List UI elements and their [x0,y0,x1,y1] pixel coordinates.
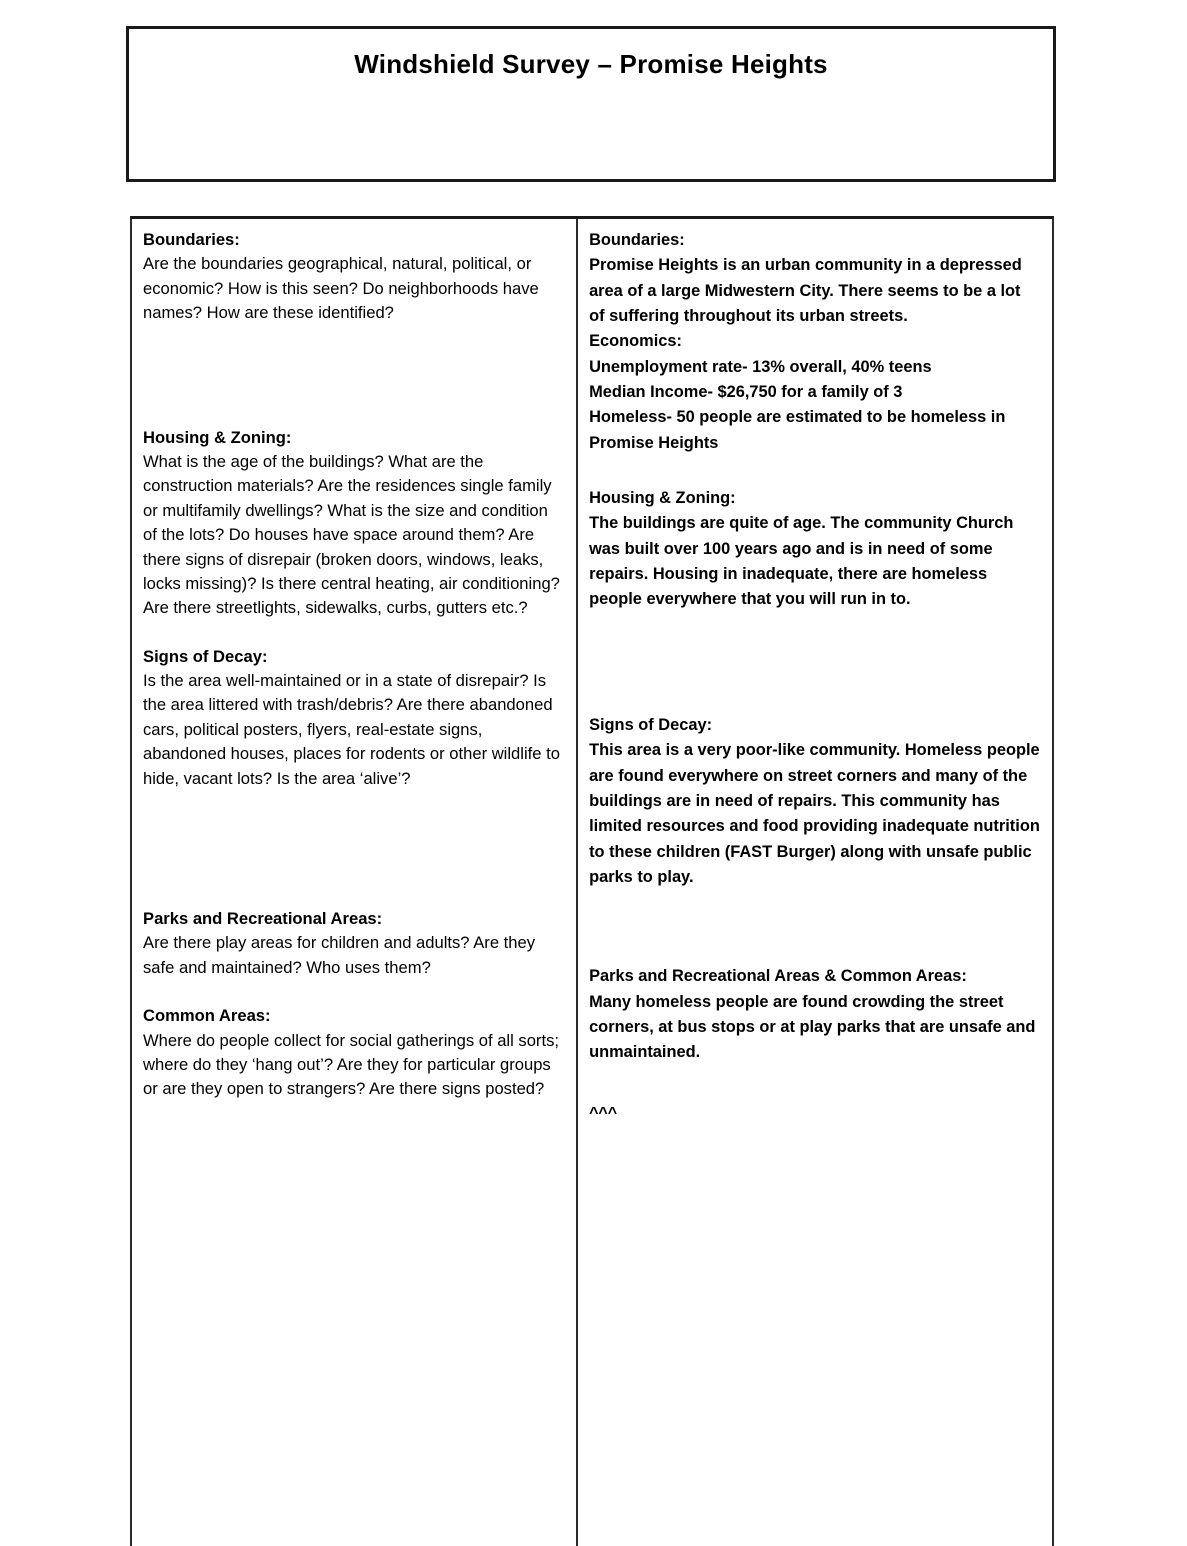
section-body: Promise Heights is an urban community in a depressed area of a large Midwestern City. There seems to be a lot of suffering throughout its urban streets. [589,256,1022,326]
section-heading: Common Areas: [143,1006,271,1026]
section-body: Are there play areas for children and adults? Are they safe and maintained? Who uses them? [143,933,536,977]
section-parks-recreational-prompt [143,907,564,980]
section-parks-common-areas-response [589,964,1040,1065]
spacer [143,980,564,1004]
table-cell-responses [578,219,1052,1546]
section-housing-zoning-response [589,486,1040,613]
section-body: Where do people collect for social gatherings of all sorts; where do they ‘hang out’? Are they for particular groups or are they open to strangers? Are there signs posted? [143,1030,559,1099]
section-heading: Boundaries: [589,231,685,249]
spacer [589,1066,1040,1102]
caret-annotation: ^^^ [589,1104,618,1122]
section-body: Many homeless people are found crowding the street corners, at bus stops or at play parks that are unsafe and unmaintained. [589,992,1036,1062]
spacer [143,326,564,426]
spacer [589,890,1040,964]
section-heading: Housing & Zoning: [143,427,292,447]
spacer [143,621,564,645]
title-box [126,26,1056,182]
section-heading: Parks and Recreational Areas: [143,909,383,929]
page-title: Windshield Survey – Promise Heights [354,49,828,79]
spacer [143,791,564,907]
section-heading: Economics: [589,332,682,351]
section-body: This area is a very poor-like community. Homeless people are found everywhere on street corners and many of the buildings are in need of repairs. This community has limited resources and food providing inadequate nutrition to these children (FAST Burger) along with unsafe public parks to play. [589,741,1040,886]
section-body: Are the boundaries geographical, natural, political, or economic? How is this seen? Do neighborhoods have names? How are these identified? [143,254,539,323]
section-heading: Housing & Zoning: [589,489,736,508]
section-heading: Signs of Decay: [143,646,268,666]
section-heading: Parks and Recreational Areas & Common Areas: [589,967,967,986]
section-body: The buildings are quite of age. The community Church was built over 100 years ago and is in need of some repairs. Housing in inadequate, there are homeless people everywhere that you will run in to. [589,514,1014,609]
economics-median-income-line: Median Income- $26,750 for a family of 3 [589,383,903,402]
survey-table [130,216,1054,1546]
economics-homeless-line: Homeless- 50 people are estimated to be homeless in Promise Heights [589,408,1006,452]
spacer [589,456,1040,486]
section-common-areas-prompt [143,1004,564,1102]
economics-unemployment-line: Unemployment rate- 13% overall, 40% teens [589,357,932,376]
section-body: What is the age of the buildings? What are the construction materials? Are the residences single family or multifamily dwellings? What is the size and condition of the lots? Do houses have space around them? Are there signs of disrepair (broken doors, windows, leaks, locks missing)? Is there central heating, air conditioning? Are there streetlights, sidewalks, curbs, gutters etc.? [143,451,560,618]
section-heading: Signs of Decay: [589,715,713,734]
section-heading: Boundaries: [143,230,240,249]
spacer [589,613,1040,713]
section-body: Is the area well-maintained or in a state of disrepair? Is the area littered with trash/debris? Are there abandoned cars, political posters, flyers, real-estate signs, abandoned houses, places for rodents or other wildlife to hide, vacant lots? Is the area ‘alive’? [143,671,560,788]
section-boundaries-prompt [143,228,564,326]
section-boundaries-response [589,228,1040,329]
section-economics-response [589,329,1040,456]
section-signs-of-decay-response [589,713,1040,890]
section-housing-zoning-prompt [143,426,564,621]
table-cell-prompts [132,219,578,1546]
section-signs-of-decay-prompt [143,645,564,791]
